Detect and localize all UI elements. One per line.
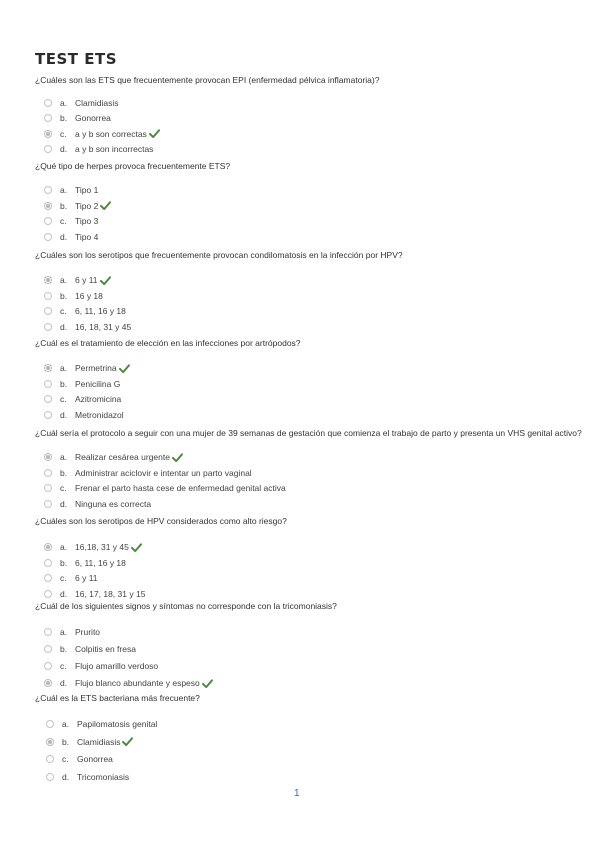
option-label: Metronidazol xyxy=(75,410,124,421)
radio-button[interactable] xyxy=(46,720,54,728)
option-letter: b. xyxy=(60,290,68,301)
option-letter: c. xyxy=(60,483,67,494)
option-label: 16, 17, 18, 31 y 15 xyxy=(75,589,146,600)
option-label: Tipo 3 xyxy=(75,216,99,227)
option-letter: b. xyxy=(60,200,68,211)
answer-option[interactable] xyxy=(44,232,98,242)
answer-option[interactable] xyxy=(44,98,118,108)
question-text: ¿Qué tipo de herpes provoca frecuentemente ETS? xyxy=(35,161,231,171)
radio-button[interactable] xyxy=(44,276,52,284)
option-label: Ninguna es correcta xyxy=(75,499,152,510)
question-text: ¿Cuáles son los serotipos que frecuentemente provocan condilomatosis en la infección por HPV? xyxy=(35,250,403,260)
option-letter: a. xyxy=(60,542,68,552)
option-letter: c. xyxy=(62,754,69,765)
radio-button[interactable] xyxy=(44,679,52,687)
checkmark-icon xyxy=(172,453,183,462)
radio-button[interactable] xyxy=(44,364,52,372)
option-label: Frenar el parto hasta cese de enfermedad genital activa xyxy=(75,483,286,494)
option-label: 6, 11, 16 y 18 xyxy=(75,306,126,317)
option-label: Gonorrea xyxy=(75,113,111,124)
option-label: 6, 11, 16 y 18 xyxy=(75,557,126,568)
answer-option[interactable] xyxy=(46,754,113,764)
option-letter: d. xyxy=(60,499,68,510)
question-text: ¿Cuál es el tratamiento de elección en las infecciones por artrópodos? xyxy=(35,338,301,348)
option-letter: b. xyxy=(60,644,68,654)
option-label: Administrar aciclovir e intentar un parto vaginal xyxy=(75,467,252,478)
radio-button[interactable] xyxy=(44,590,52,598)
option-letter: a. xyxy=(60,275,68,285)
radio-button[interactable] xyxy=(44,662,52,670)
answer-option[interactable] xyxy=(44,201,111,211)
question-text: ¿Cuáles son las ETS que frecuentemente provocan EPI (enfermedad pélvica inflamatoria)? xyxy=(35,75,380,85)
answer-option[interactable] xyxy=(44,558,126,568)
option-label: Tipo 1 xyxy=(75,185,99,195)
radio-button[interactable] xyxy=(44,628,52,636)
option-label: Clamidiasis xyxy=(77,736,121,747)
radio-button[interactable] xyxy=(44,145,52,153)
answer-option[interactable] xyxy=(44,468,252,478)
radio-button[interactable] xyxy=(44,645,52,653)
checkmark-icon xyxy=(100,276,111,285)
option-letter: d. xyxy=(60,231,68,242)
radio-button[interactable] xyxy=(44,380,52,388)
radio-button[interactable] xyxy=(44,574,52,582)
question-text: ¿Cuál de los siguientes signos y síntomas no corresponde con la tricomoniasis? xyxy=(35,601,337,611)
radio-button[interactable] xyxy=(44,292,52,300)
question-text: ¿Cuál sería el protocolo a seguir con una mujer de 39 semanas de gestación que comienza el trabajo de parto y presenta un VHS genital activo? xyxy=(35,428,582,438)
answer-option[interactable] xyxy=(44,129,160,139)
option-letter: a. xyxy=(60,98,68,108)
answer-option[interactable] xyxy=(44,410,124,420)
option-letter: c. xyxy=(60,394,67,405)
radio-button[interactable] xyxy=(44,411,52,419)
answer-option[interactable] xyxy=(44,216,98,226)
option-label: Flujo blanco abundante y espeso xyxy=(75,678,200,688)
option-label: 6 y 11 xyxy=(75,275,98,285)
radio-button[interactable] xyxy=(44,186,52,194)
radio-button[interactable] xyxy=(44,130,52,138)
radio-button[interactable] xyxy=(44,500,52,508)
option-letter: b. xyxy=(62,736,70,747)
radio-button[interactable] xyxy=(44,484,52,492)
checkmark-icon xyxy=(119,364,130,373)
option-label: 16,18, 31 y 45 xyxy=(75,542,129,552)
radio-button[interactable] xyxy=(44,543,52,551)
option-letter: c. xyxy=(60,306,67,317)
answer-option[interactable] xyxy=(44,322,131,332)
answer-option[interactable] xyxy=(44,291,103,301)
option-letter: d. xyxy=(60,143,68,154)
answer-option[interactable] xyxy=(44,499,151,509)
option-label: a y b son correctas xyxy=(75,128,147,139)
checkmark-icon xyxy=(131,543,142,552)
answer-option[interactable] xyxy=(44,394,121,404)
radio-button[interactable] xyxy=(44,114,52,122)
answer-option[interactable] xyxy=(44,483,286,493)
option-letter: c. xyxy=(60,661,67,671)
option-letter: d. xyxy=(60,678,68,688)
radio-button[interactable] xyxy=(44,323,52,331)
option-label: 16 y 18 xyxy=(75,290,103,301)
option-letter: a. xyxy=(60,452,68,462)
radio-button[interactable] xyxy=(44,453,52,461)
checkmark-icon xyxy=(202,679,213,688)
option-letter: b. xyxy=(60,378,68,389)
option-letter: c. xyxy=(60,573,67,584)
answer-option[interactable] xyxy=(44,144,153,154)
radio-button[interactable] xyxy=(44,99,52,107)
answer-option[interactable] xyxy=(44,573,98,583)
answer-option[interactable] xyxy=(44,627,100,637)
answer-option[interactable] xyxy=(44,589,145,599)
option-label: Flujo amarillo verdoso xyxy=(75,661,159,671)
option-letter: a. xyxy=(60,363,68,373)
option-label: Tipo 4 xyxy=(75,231,99,242)
answer-option[interactable] xyxy=(44,185,98,195)
radio-button[interactable] xyxy=(46,738,54,746)
option-label: Realizar cesárea urgente xyxy=(75,452,170,462)
question-text: ¿Cuáles son los serotipos de HPV considerados como alto riesgo? xyxy=(35,516,287,526)
checkmark-icon xyxy=(122,737,133,746)
radio-button[interactable] xyxy=(44,233,52,241)
radio-button[interactable] xyxy=(46,773,54,781)
answer-option[interactable] xyxy=(46,772,129,782)
answer-option[interactable] xyxy=(44,306,126,316)
option-letter: d. xyxy=(60,589,68,600)
radio-button[interactable] xyxy=(44,217,52,225)
answer-option[interactable] xyxy=(44,661,158,671)
radio-button[interactable] xyxy=(46,755,54,763)
radio-button[interactable] xyxy=(44,559,52,567)
answer-option[interactable] xyxy=(44,275,111,285)
option-label: Prurito xyxy=(75,627,101,637)
option-label: Permetrina xyxy=(75,363,117,373)
option-label: Tricomoniasis xyxy=(77,772,130,783)
option-label: Gonorrea xyxy=(77,754,113,765)
option-label: Colpitis en fresa xyxy=(75,644,136,654)
option-label: 6 y 11 xyxy=(75,573,98,584)
radio-button[interactable] xyxy=(44,202,52,210)
page-title: TEST ETS xyxy=(35,50,118,68)
option-label: a y b son incorrectas xyxy=(75,143,154,154)
option-letter: b. xyxy=(60,467,68,478)
option-letter: b. xyxy=(60,113,68,124)
option-letter: b. xyxy=(60,557,68,568)
option-label: Azitromicina xyxy=(75,394,122,405)
option-letter: a. xyxy=(60,627,68,637)
question-text: ¿Cuál es la ETS bacteriana más frecuente? xyxy=(35,693,200,703)
option-label: 16, 18, 31 y 45 xyxy=(75,322,132,333)
checkmark-icon xyxy=(100,201,111,210)
answer-option[interactable] xyxy=(44,542,142,552)
option-letter: d. xyxy=(60,410,68,421)
answer-option[interactable] xyxy=(44,678,213,688)
answer-option[interactable] xyxy=(44,644,136,654)
radio-button[interactable] xyxy=(44,307,52,315)
answer-option[interactable] xyxy=(46,737,133,747)
option-label: Tipo 2 xyxy=(75,200,99,211)
answer-option[interactable] xyxy=(44,379,120,389)
option-letter: c. xyxy=(60,128,67,139)
option-label: Clamidiasis xyxy=(75,98,119,108)
option-letter: d. xyxy=(60,322,68,333)
option-letter: c. xyxy=(60,216,67,227)
page-number: 1 xyxy=(294,788,300,799)
option-letter: a. xyxy=(60,185,68,195)
option-label: Penicilina G xyxy=(75,378,121,389)
answer-option[interactable] xyxy=(46,719,157,729)
option-letter: d. xyxy=(62,772,70,783)
answer-option[interactable] xyxy=(44,113,111,123)
option-label: Papilomatosis genital xyxy=(77,719,158,729)
radio-button[interactable] xyxy=(44,395,52,403)
answer-option[interactable] xyxy=(44,452,183,462)
answer-option[interactable] xyxy=(44,363,130,373)
checkmark-icon xyxy=(149,129,160,138)
radio-button[interactable] xyxy=(44,469,52,477)
option-letter: a. xyxy=(62,719,70,729)
